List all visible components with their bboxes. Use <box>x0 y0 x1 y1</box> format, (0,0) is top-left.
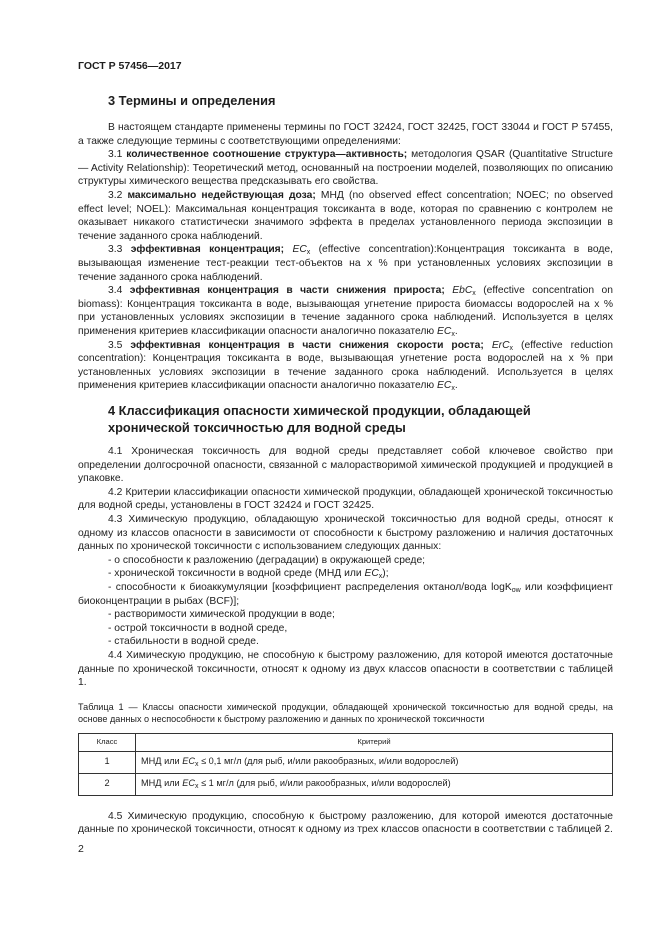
section-3 <box>78 92 613 393</box>
para-4-4: 4.4 Химическую продукцию, не способную к быстрому разложению, для которой имеются достаточные данные по хронической токсичности, относят к одному из двух классов опасности в соответствии с таблицей 1. <box>78 649 613 689</box>
table-row: 2 МНД или $EC_x \le 1$ мг/л (для рыб, и/или ракообразных, и/или водорослей) <box>79 773 613 795</box>
section-4 <box>78 402 613 837</box>
table-row: 1 МНД или $EC_x \le 0,1$ мг/л (для рыб, и/или ракообразных, и/или водорослей) <box>79 751 613 773</box>
list-item: - о способности к разложению (деградации) в окружающей среде; <box>108 554 426 566</box>
section-3-intro: В настоящем стандарте применены термины по ГОСТ 32424, ГОСТ 32425, ГОСТ 33044 и ГОСТ Р 57455, а также следующие термины с соответствующими определениями: <box>78 122 613 147</box>
section-3-heading: 3 Термины и определения <box>108 93 276 108</box>
term-3-1: 3.1 количественное соотношение структура—активность; методология QSAR (Quantitative Structure — Activity Relationship): Теоретический метод, основанный на построении моделей, позволяющих по описанию структуры химического вещества предсказывать его свойства. <box>78 149 613 188</box>
column-header-criterion: Критерий <box>136 733 613 751</box>
list-item: - стабильности в водной среде. <box>108 636 259 648</box>
term-3-3-name: эффективная концентрация; <box>130 244 285 256</box>
list-item: - способности к биоаккумуляции [коэффициент распределения октанол/вода logK$_{ow}$ или коэффициент биоконцентрации в рыбах (BCF)]; <box>78 581 613 607</box>
list-item: - растворимости химической продукции в воде; <box>108 609 335 621</box>
table-header-row <box>79 733 613 751</box>
para-4-2: 4.2 Критерии классификации опасности химической продукции, обладающей хронической токсичностью для водной среды, установлены в ГОСТ 32424 и ГОСТ 32425. <box>78 486 613 512</box>
para-4-5: 4.5 Химическую продукцию, способную к быстрому разложению, для которой имеются достаточные данные по хронической токсичности, относят к одному из трех классов опасности в соответствии с таблицей 2. <box>78 810 613 836</box>
term-3-4-name: эффективная концентрация в части снижения прироста; <box>129 285 445 297</box>
column-header-class: Класс <box>79 733 136 751</box>
table-1-caption: Таблица 1 — Классы опасности химической продукции, обладающей хронической токсичностью для водной среды, на основе данных о неспособности к быстрому разложению и данных по хронической токсичности <box>78 701 613 725</box>
para-4-3: 4.3 Химическую продукцию, обладающую хронической токсичностью для водной среды, относят к одному из классов опасности в зависимости от способности к быстрому разложению и наличия достаточных данных по хронической токсичности с использованием следующих данных: <box>78 513 613 553</box>
term-3-1-name: количественное соотношение структура—активность; <box>126 149 408 161</box>
term-3-5-name: эффективная концентрация в части снижения скорости роста; <box>130 339 484 351</box>
list-item: - хронической токсичности в водной среде (МНД или $EC_x$); <box>108 568 389 581</box>
section-4-heading: 4 Классификация опасности химической продукции, обладающей хронической токсичностью для водной среды <box>108 403 531 435</box>
term-3-5: 3.5 эффективная концентрация в части снижения скорости роста; ErC$_x$ (effective reduction concentration): Концентрация токсиканта в воде, вызывающая угнетение роста водорослей на x % при установленных условиях экспозиции в течение заданного срока наблюдений. Используется в целях применения критериев классификации опасности аналогично показателю $EC_x$. <box>78 339 613 393</box>
term-3-4: 3.4 эффективная концентрация в части снижения прироста; EbC$_x$ (effective concentration on biomass): Концентрация токсиканта в воде, вызывающая угнетение прироста биомассы водорослей на x % при установленных условиях экспозиции в течение заданного срока наблюдений. Используется в целях применения критериев классификации опасности аналогично показателю $EC_x$. <box>78 285 613 338</box>
page-number: 2 <box>78 843 84 855</box>
para-4-1: 4.1 Хроническая токсичность для водной среды представляет собой ключевое свойство при определении долгосрочной опасности, связанной с малорастворимой химической продукцией и продукцией в упаковке. <box>78 446 613 485</box>
term-3-2-name: максимально недействующая доза; <box>127 189 316 201</box>
standard-header: ГОСТ Р 57456—2017 <box>78 60 182 72</box>
table-1 <box>78 733 613 796</box>
term-3-3: 3.3 эффективная концентрация; $EC_x$ (effective concentration):Концентрация токсиканта в воде, вызывающая изменение тест-реакции тест-объектов на x % при установленных условиях экспозиции в течение заданного срока наблюдений. <box>78 244 613 283</box>
list-item: - острой токсичности в водной среде, <box>108 622 288 634</box>
term-3-2: 3.2 максимально недействующая доза; МНД (no observed effect concentration; NOEC; no observed effect level; NOEL): Максимальная концентрация токсиканта в воде, которая по сравнению с контролем не оказывает никакого статистически значимого эффекта в пределах установленного периода экспозиции в течение заданного срока наблюдений. <box>78 189 613 242</box>
